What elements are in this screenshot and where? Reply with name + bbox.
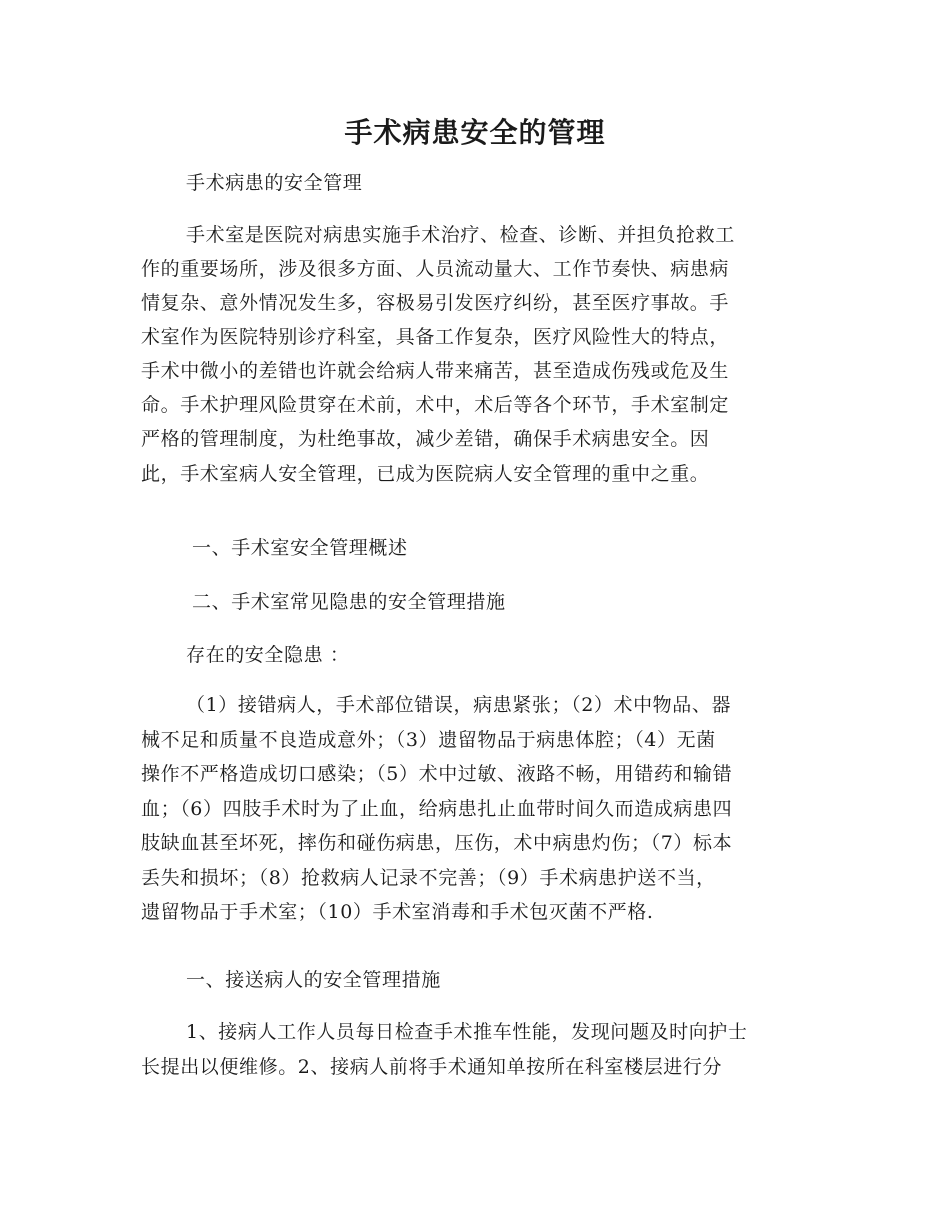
paragraph-line: 此，手术室病人安全管理，已成为医院病人安全管理的重中之重。	[141, 463, 710, 485]
paragraph-line: 血；（6）四肢手术时为了止血，给病患扎止血带时间久而造成病患四	[141, 798, 733, 820]
paragraph-line: 手术中微小的差错也许就会给病人带来痛苦，甚至造成伤残或危及生	[141, 360, 730, 382]
hazards-label: 存在的安全隐患 ：	[186, 644, 350, 666]
paragraph-line: 情复杂、意外情况发生多，容极易引发医疗纠纷，甚至医疗事故。手	[141, 292, 730, 314]
paragraph-line: 严格的管理制度，为杜绝事故，减少差错，确保手术病患安全。因	[141, 428, 710, 450]
section-heading-transfer: 一、接送病人的安全管理措施	[186, 969, 441, 991]
paragraph-line: 命。手术护理风险贯穿在术前，术中，术后等各个环节，手术室制定	[141, 394, 730, 416]
paragraph-line: 遗留物品于手术室；（10）手术室消毒和手术包灭菌不严格.	[141, 901, 654, 923]
paragraph-line: 械不足和质量不良造成意外；（3）遗留物品于病患体腔；（4）无菌	[141, 729, 716, 751]
paragraph-line: 长提出以便维修。2、接病人前将手术通知单按所在科室楼层进行分	[141, 1056, 723, 1078]
paragraph-line: 丢失和损坏；（8）抢救病人记录不完善；（9）手术病患护送不当，	[141, 867, 716, 889]
section-heading-overview: 一、手术室安全管理概述	[192, 537, 408, 559]
document-title: 手术病患安全的管理	[344, 116, 606, 149]
document-subtitle: 手术病患的安全管理	[186, 172, 363, 194]
paragraph-line: （1）接错病人，手术部位错误，病患紧张；（2）术中物品、器	[186, 694, 732, 716]
section-heading-measures: 二、手术室常见隐患的安全管理措施	[192, 591, 506, 613]
paragraph-line: 手术室是医院对病患实施手术治疗、检查、诊断、并担负抢救工	[186, 224, 735, 246]
paragraph-line: 1、接病人工作人员每日检查手术推车性能，发现问题及时向护士	[186, 1021, 748, 1043]
paragraph-line: 操作不严格造成切口感染；（5）术中过敏、液路不畅，用错药和输错	[141, 763, 733, 785]
paragraph-line: 肢缺血甚至坏死，摔伤和碰伤病患，压伤，术中病患灼伤；（7）标本	[141, 832, 733, 854]
paragraph-line: 术室作为医院特别诊疗科室，具备工作复杂，医疗风险性大的特点，	[141, 326, 730, 348]
paragraph-line: 作的重要场所，涉及很多方面、人员流动量大、工作节奏快、病患病	[141, 258, 730, 280]
